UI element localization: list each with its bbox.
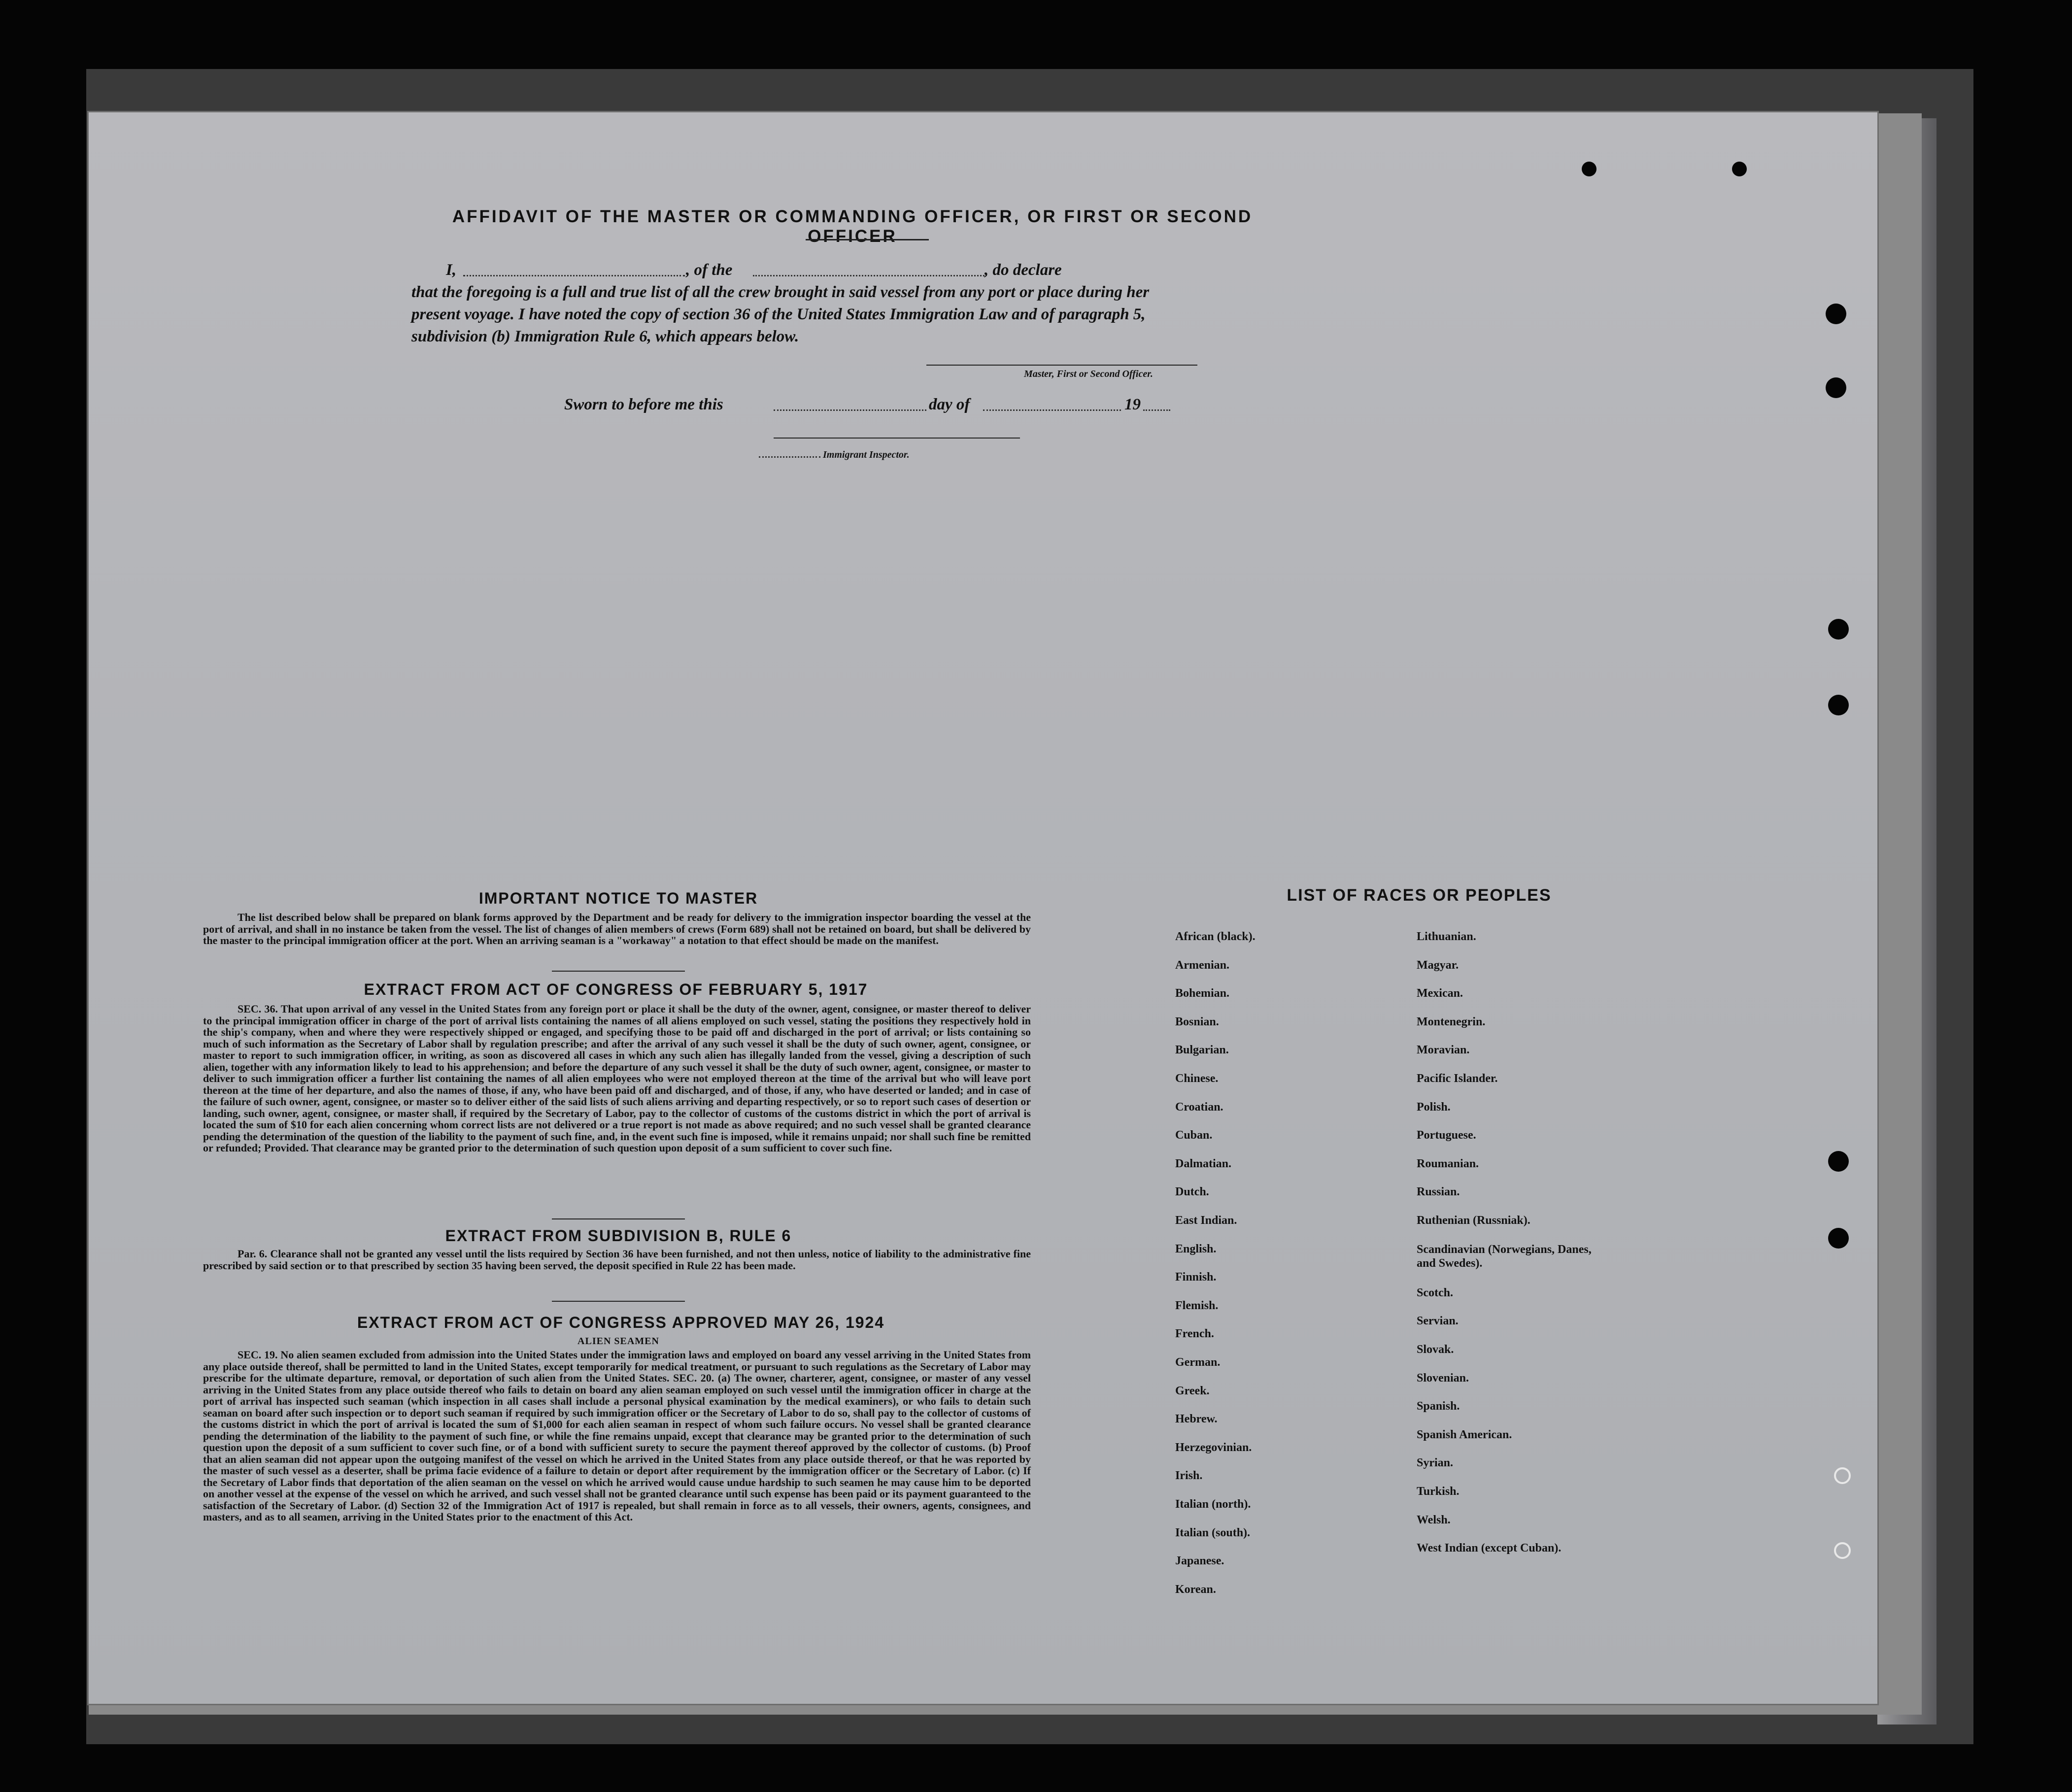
races-title: LIST OF RACES OR PEOPLES xyxy=(1287,886,1552,905)
race-item: Spanish. xyxy=(1417,1400,1460,1413)
race-item: Magyar. xyxy=(1417,958,1459,972)
race-item: Cuban. xyxy=(1175,1129,1213,1142)
race-item: Bohemian. xyxy=(1175,987,1230,1000)
extract-1924-title: EXTRACT FROM ACT OF CONGRESS APPROVED MAY 26, 1924 xyxy=(357,1314,885,1331)
race-item: Roumanian. xyxy=(1417,1157,1479,1170)
sworn-year-blank xyxy=(1143,409,1170,411)
affidavit-title-rule xyxy=(806,239,929,240)
extract-1924-subtitle: ALIEN SEAMEN xyxy=(577,1336,659,1347)
notice-body: The list described below shall be prepared on blank forms approved by the Department and be ready for delivery to the immigration inspector boarding the vessel at the port of arrival, and shall in no instance be taken from the vessel. The list of changes of alien members of crews (Form 689) shall not be retained on board, but shall be delivered by the master to the principal immigration officer at the port. When an arriving seaman is a "workaway" a notation to that effect should be made on the manifest. xyxy=(203,911,1031,947)
manifest-page xyxy=(89,112,1877,1704)
race-item: Polish. xyxy=(1417,1100,1451,1114)
notice-rule xyxy=(552,971,685,972)
race-item: Armenian. xyxy=(1175,958,1229,972)
race-item: East Indian. xyxy=(1175,1214,1237,1227)
punch-hole xyxy=(1826,304,1846,324)
affidavit-title: AFFIDAVIT OF THE MASTER OR COMMANDING OFFICER, OR FIRST OR SECOND OFFICER xyxy=(452,207,1253,246)
race-item: Ruthenian (Russniak). xyxy=(1417,1214,1530,1227)
race-item: Turkish. xyxy=(1417,1485,1460,1498)
extract-rule6-body: Par. 6. Clearance shall not be granted any vessel until the lists required by Section 36 have been furnished, and not then unless, notice of liability to the administrative fine prescribed by said section or to that prescribed by section 35 having been served, the deposit specified in Rule 22 has been made. xyxy=(203,1248,1031,1272)
signature-line xyxy=(926,365,1197,366)
extract-1924-body: SEC. 19. No alien seamen excluded from admission into the United States under the immigration laws and employed on board any vessel arriving in the United States from any place outside thereof, shall be permitted to land in the United States, except temporarily for medical treatment, or pursuant to such regulations as the Secretary of Labor may prescribe for the ultimate departure, removal, or deportation of such alien from the United States. SEC. 20. (a) The owner, charterer, agent, consignee, or master of any vessel arriving in the United States from any place outside thereof who fails to detain on board any alien seaman employed on such vessel until the immigration officer in charge at the port of arrival has inspected such seaman (which inspection in all cases shall include a personal physical examination by the medical examiners), or who fails to detain such seaman on board after such inspection or to deport such seaman if required by such immigration officer or the Secretary of Labor to do so, shall pay to the collector of customs of the customs district in which the port of arrival is located the sum of $1,000 for each alien seaman in respect of whom such failure occurs. No vessel shall be granted clearance pending the determination of the liability to the payment of such fine, or while the fine remains unpaid, except that clearance may be granted prior to the determination of such question upon the deposit of a sum sufficient to cover such fine, or of a bond with sufficient surety to secure the payment thereof approved by the collector of customs. (b) Proof that an alien seaman did not appear upon the outgoing manifest of the vessel on which he arrived in the United States from any place outside thereof, or that he was reported by the master of such vessel as a deserter, shall be prima facie evidence of a failure to detain or deport after requirement by the immigration officer or the Secretary of Labor. (c) If the Secretary of Labor finds that deportation of the alien seaman on the vessel on which he arrived would cause undue hardship to such seamen he may cause him to be deported on another vessel at the expense of the vessel on which he arrived, and such vessel shall not be granted clearance until such expense has been paid or its payment guaranteed to the satisfaction of the Secretary of Labor. (d) Section 32 of the Immigration Act of 1917 is repealed, but shall remain in force as to all vessels, their owners, agents, consignees, and masters, and as to all seamen, arriving in the United States prior to the enactment of this Act. xyxy=(203,1349,1031,1523)
race-item: Herzegovinian. xyxy=(1175,1441,1252,1454)
race-item: Italian (south). xyxy=(1175,1526,1251,1539)
race-item: Slovenian. xyxy=(1417,1371,1469,1385)
sworn-day-blank xyxy=(774,409,926,411)
race-item: Scotch. xyxy=(1417,1286,1453,1299)
race-item: Chinese. xyxy=(1175,1072,1219,1085)
name-blank xyxy=(463,275,685,276)
race-item: Spanish American. xyxy=(1417,1428,1512,1441)
sworn-month-blank xyxy=(983,409,1121,411)
sworn-day-of: day of xyxy=(929,396,970,413)
race-item: French. xyxy=(1175,1327,1214,1341)
race-item: West Indian (except Cuban). xyxy=(1417,1542,1562,1555)
punch-hole xyxy=(1826,377,1846,398)
affidavit-of-the: , of the xyxy=(686,261,733,279)
notice-title: IMPORTANT NOTICE TO MASTER xyxy=(478,889,758,907)
race-item: Russian. xyxy=(1417,1185,1460,1199)
punch-hole xyxy=(1732,162,1747,176)
race-item: Portuguese. xyxy=(1417,1129,1476,1142)
race-item: Korean. xyxy=(1175,1583,1216,1596)
affidavit-i: I, xyxy=(446,261,457,279)
affidavit-line-4: subdivision (b) Immigration Rule 6, which appears below. xyxy=(411,328,799,345)
affidavit-line-2: that the foregoing is a full and true list of all the crew brought in said vessel from any port or place during her xyxy=(411,283,1150,301)
punch-hole-ring xyxy=(1834,1542,1851,1559)
extract-1917-title: EXTRACT FROM ACT OF CONGRESS OF FEBRUARY 5, 1917 xyxy=(364,981,868,998)
punch-hole xyxy=(1828,1151,1849,1172)
race-item: Hebrew. xyxy=(1175,1413,1218,1426)
race-item: Montenegrin. xyxy=(1417,1015,1486,1028)
race-item: English. xyxy=(1175,1242,1217,1255)
race-item: Bulgarian. xyxy=(1175,1044,1229,1057)
inspector-line xyxy=(774,438,1020,439)
punch-hole xyxy=(1582,162,1596,176)
signature-caption: Master, First or Second Officer. xyxy=(1024,369,1153,379)
extract-rule6-title: EXTRACT FROM SUBDIVISION B, RULE 6 xyxy=(445,1227,792,1245)
inspector-caption: Immigrant Inspector. xyxy=(823,449,910,460)
affidavit-line-3: present voyage. I have noted the copy of section 36 of the United States Immigration Law and of paragraph 5, xyxy=(411,305,1146,323)
race-item: Welsh. xyxy=(1417,1513,1451,1526)
race-item: Syrian. xyxy=(1417,1456,1454,1470)
sworn-prefix: Sworn to before me this xyxy=(564,396,723,413)
punch-hole-ring xyxy=(1834,1467,1851,1484)
extract-rule6-rule xyxy=(552,1301,685,1302)
race-item: Croatian. xyxy=(1175,1100,1223,1114)
race-item: Pacific Islander. xyxy=(1417,1072,1498,1085)
race-item: German. xyxy=(1175,1356,1221,1369)
affidavit-do-declare: , do declare xyxy=(985,261,1062,279)
race-item: Mexican. xyxy=(1417,987,1463,1000)
race-item: Japanese. xyxy=(1175,1555,1224,1568)
punch-hole xyxy=(1828,619,1849,640)
bleed-through-marks xyxy=(1419,556,1863,901)
sworn-year: 19 xyxy=(1124,396,1141,413)
inspector-lead xyxy=(759,456,820,458)
vessel-blank xyxy=(753,275,985,276)
race-item: Lithuanian. xyxy=(1417,930,1476,943)
punch-hole xyxy=(1828,1228,1849,1249)
extract-1917-body: SEC. 36. That upon arrival of any vessel in the United States from any foreign port or place it shall be the duty of the owner, agent, consignee, or master thereof to deliver to the principal immigration officer in charge of the port of arrival lists containing the names of all aliens employed on such vessel, stating the positions they respectively hold in the ship's company, when and where they were respectively shipped or engaged, and specifying those to be paid off and discharged in the port of arrival; or lists containing so much of such information as the Secretary of Labor shall by regulation prescribe; and after the arrival of any such vessel it shall be the duty of such owner, agent, consignee, or master to report to such immigration officer, in writing, as soon as discovered all cases in which any such alien has illegally landed from the vessel, giving a description of such alien, together with any information likely to lead to his apprehension; and before the departure of any such vessel it shall be the duty of such owner, agent, consignee, or master to deliver to such immigration officer a further list containing the names of all alien employees who were not employed thereon at the time of the arrival but who will leave port thereon at the time of her departure, and also the names of those, if any, who have been paid off and discharged, and of those, if any, who have deserted or landed; and in case of the failure of such owner, agent, consignee, or master so to deliver either of the said lists of such aliens arriving and departing respectively, or so to report such cases of desertion or landing, such owner, agent, consignee, or master shall, if required by the Secretary of Labor, pay to the collector of customs of the customs district in which the port of arrival is located the sum of $10 for each alien concerning whom correct lists are not delivered or a true report is not made as above required; and no such vessel shall be granted clearance pending the determination of the question of the liability to the payment of such fine, and, in the event such fine is imposed, while it remains unpaid; nor shall such fine be remitted or refunded; Provided. That clearance may be granted prior to the determination of such question upon deposit of a sum sufficient to cover such fine. xyxy=(203,1003,1031,1154)
race-item: Dalmatian. xyxy=(1175,1157,1231,1170)
race-item: Irish. xyxy=(1175,1469,1203,1483)
race-item: Italian (north). xyxy=(1175,1498,1251,1511)
race-item: Servian. xyxy=(1417,1315,1459,1328)
punch-hole xyxy=(1828,695,1849,715)
race-item: Dutch. xyxy=(1175,1185,1209,1199)
race-item: Flemish. xyxy=(1175,1299,1219,1312)
race-item: Bosnian. xyxy=(1175,1015,1219,1028)
race-item: Finnish. xyxy=(1175,1271,1217,1284)
race-item: Slovak. xyxy=(1417,1343,1454,1356)
race-item: Moravian. xyxy=(1417,1044,1470,1057)
race-item: Scandinavian (Norwegians, Danes, and Swedes). xyxy=(1417,1243,1592,1270)
race-item: Greek. xyxy=(1175,1384,1210,1397)
race-item: African (black). xyxy=(1175,930,1256,943)
extract-1917-rule xyxy=(552,1218,685,1219)
